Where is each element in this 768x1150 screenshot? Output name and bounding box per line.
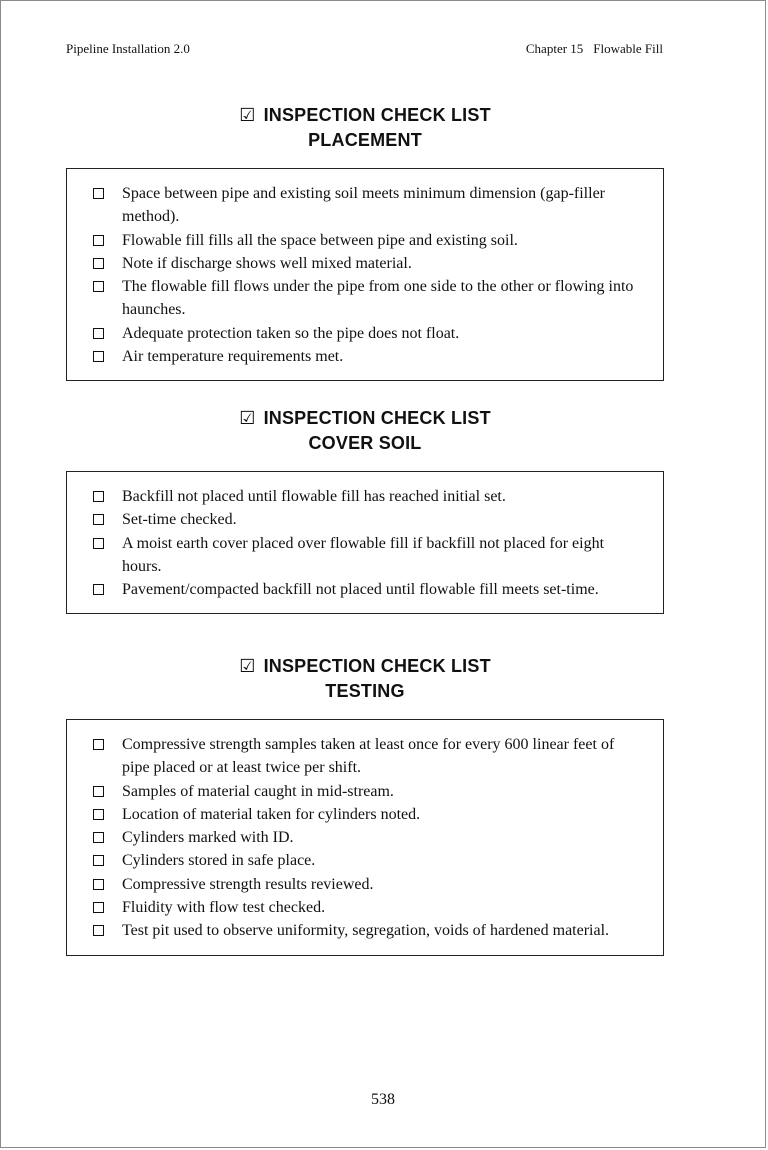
checklist-box	[66, 719, 664, 956]
checklist-item-text: Flowable fill fills all the space between pipe and existing soil.	[122, 231, 518, 249]
checklist-item	[93, 322, 637, 345]
checklist-item	[93, 826, 637, 849]
checkbox-icon[interactable]	[93, 739, 104, 750]
checkbox-icon[interactable]	[93, 879, 104, 890]
checklist-item-text: Cylinders stored in safe place.	[122, 852, 316, 870]
section-title	[66, 406, 664, 456]
checklist-item-text: Compressive strength results reviewed.	[122, 875, 374, 893]
checklist-item-text: Fluidity with flow test checked.	[122, 899, 326, 917]
section-heading: INSPECTION CHECK LIST	[263, 408, 491, 428]
checklist-box	[66, 168, 664, 381]
checklist-section-testing	[66, 654, 664, 956]
checklist-item-text: Compressive strength samples taken at least once for every 600 linear feet of pipe placed or at least twice per shift.	[122, 736, 615, 777]
checklist-item-text: Backfill not placed until flowable fill has reached initial set.	[122, 488, 506, 505]
checklist-item-text: Adequate protection taken so the pipe does not float.	[122, 324, 460, 342]
checkbox-icon[interactable]	[93, 809, 104, 820]
checkbox-icon[interactable]	[93, 328, 104, 339]
checklist-item	[93, 780, 637, 803]
checklist-item-text: Set-time checked.	[122, 511, 237, 529]
checklist-item	[93, 849, 637, 872]
checklist-item	[93, 345, 637, 368]
section-heading: INSPECTION CHECK LIST	[263, 105, 491, 125]
checklist-section-cover-soil	[66, 406, 664, 614]
checkbox-icon[interactable]	[93, 281, 104, 292]
checklist-item	[93, 532, 637, 579]
checkbox-icon[interactable]	[93, 902, 104, 913]
checklist-item	[93, 252, 637, 275]
section-subheading: PLACEMENT	[308, 130, 422, 150]
checklist-item	[93, 896, 637, 919]
checkbox-icon[interactable]	[93, 832, 104, 843]
checkbox-icon[interactable]	[93, 235, 104, 246]
checklist-item	[93, 919, 637, 942]
checkbox-icon[interactable]	[93, 351, 104, 362]
checklist-item	[93, 508, 637, 531]
checklist-item	[93, 275, 637, 322]
checklist-item-text: Note if discharge shows well mixed material.	[122, 254, 412, 272]
checklist-item	[93, 733, 637, 780]
section-title	[66, 654, 664, 704]
checklist-item	[93, 182, 637, 229]
ballot-box-checked-icon: ☑	[239, 105, 256, 125]
checkbox-icon[interactable]	[93, 855, 104, 866]
ballot-box-checked-icon: ☑	[239, 656, 256, 676]
checklist-item	[93, 578, 637, 601]
checkbox-icon[interactable]	[93, 258, 104, 269]
checklist-item	[93, 803, 637, 826]
checklist-item-text: Space between pipe and existing soil meets minimum dimension (gap-filler method).	[122, 185, 605, 226]
section-subheading: TESTING	[325, 681, 405, 701]
checkbox-icon[interactable]	[93, 491, 104, 502]
page-number: 538	[371, 1091, 395, 1108]
checklist-item-text: Location of material taken for cylinders noted.	[122, 805, 421, 823]
checklist-item-text: Cylinders marked with ID.	[122, 829, 294, 847]
checklist-section-placement	[66, 103, 664, 381]
checklist-item-text: The flowable fill flows under the pipe from one side to the other or flowing into haunches.	[122, 278, 634, 319]
checkbox-icon[interactable]	[93, 584, 104, 595]
checklist-item-text: Samples of material caught in mid-stream.	[122, 782, 394, 800]
running-header	[66, 41, 663, 57]
book-title: Pipeline Installation 2.0	[66, 41, 190, 56]
checklist-item	[93, 229, 637, 252]
section-subheading: COVER SOIL	[308, 433, 422, 453]
chapter-heading	[526, 41, 663, 57]
section-title	[66, 103, 664, 153]
checkbox-icon[interactable]	[93, 188, 104, 199]
checkbox-icon[interactable]	[93, 925, 104, 936]
checklist-item-text: A moist earth cover placed over flowable fill if backfill not placed for eight hours.	[122, 534, 605, 575]
chapter-number: Chapter 15	[525, 41, 584, 56]
ballot-box-checked-icon: ☑	[239, 408, 256, 428]
checkbox-icon[interactable]	[93, 514, 104, 525]
checklist-item	[93, 873, 637, 896]
chapter-topic: Flowable Fill	[593, 41, 663, 56]
checklist-item-text: Air temperature requirements met.	[122, 348, 344, 366]
checkbox-icon[interactable]	[93, 538, 104, 549]
checklist-box	[66, 471, 664, 614]
checklist-item	[93, 485, 637, 508]
checklist-item-text: Test pit used to observe uniformity, segregation, voids of hardened material.	[122, 922, 610, 940]
checkbox-icon[interactable]	[93, 786, 104, 797]
checklist-item-text: Pavement/compacted backfill not placed until flowable fill meets set-time.	[122, 581, 599, 599]
section-heading: INSPECTION CHECK LIST	[263, 656, 491, 676]
